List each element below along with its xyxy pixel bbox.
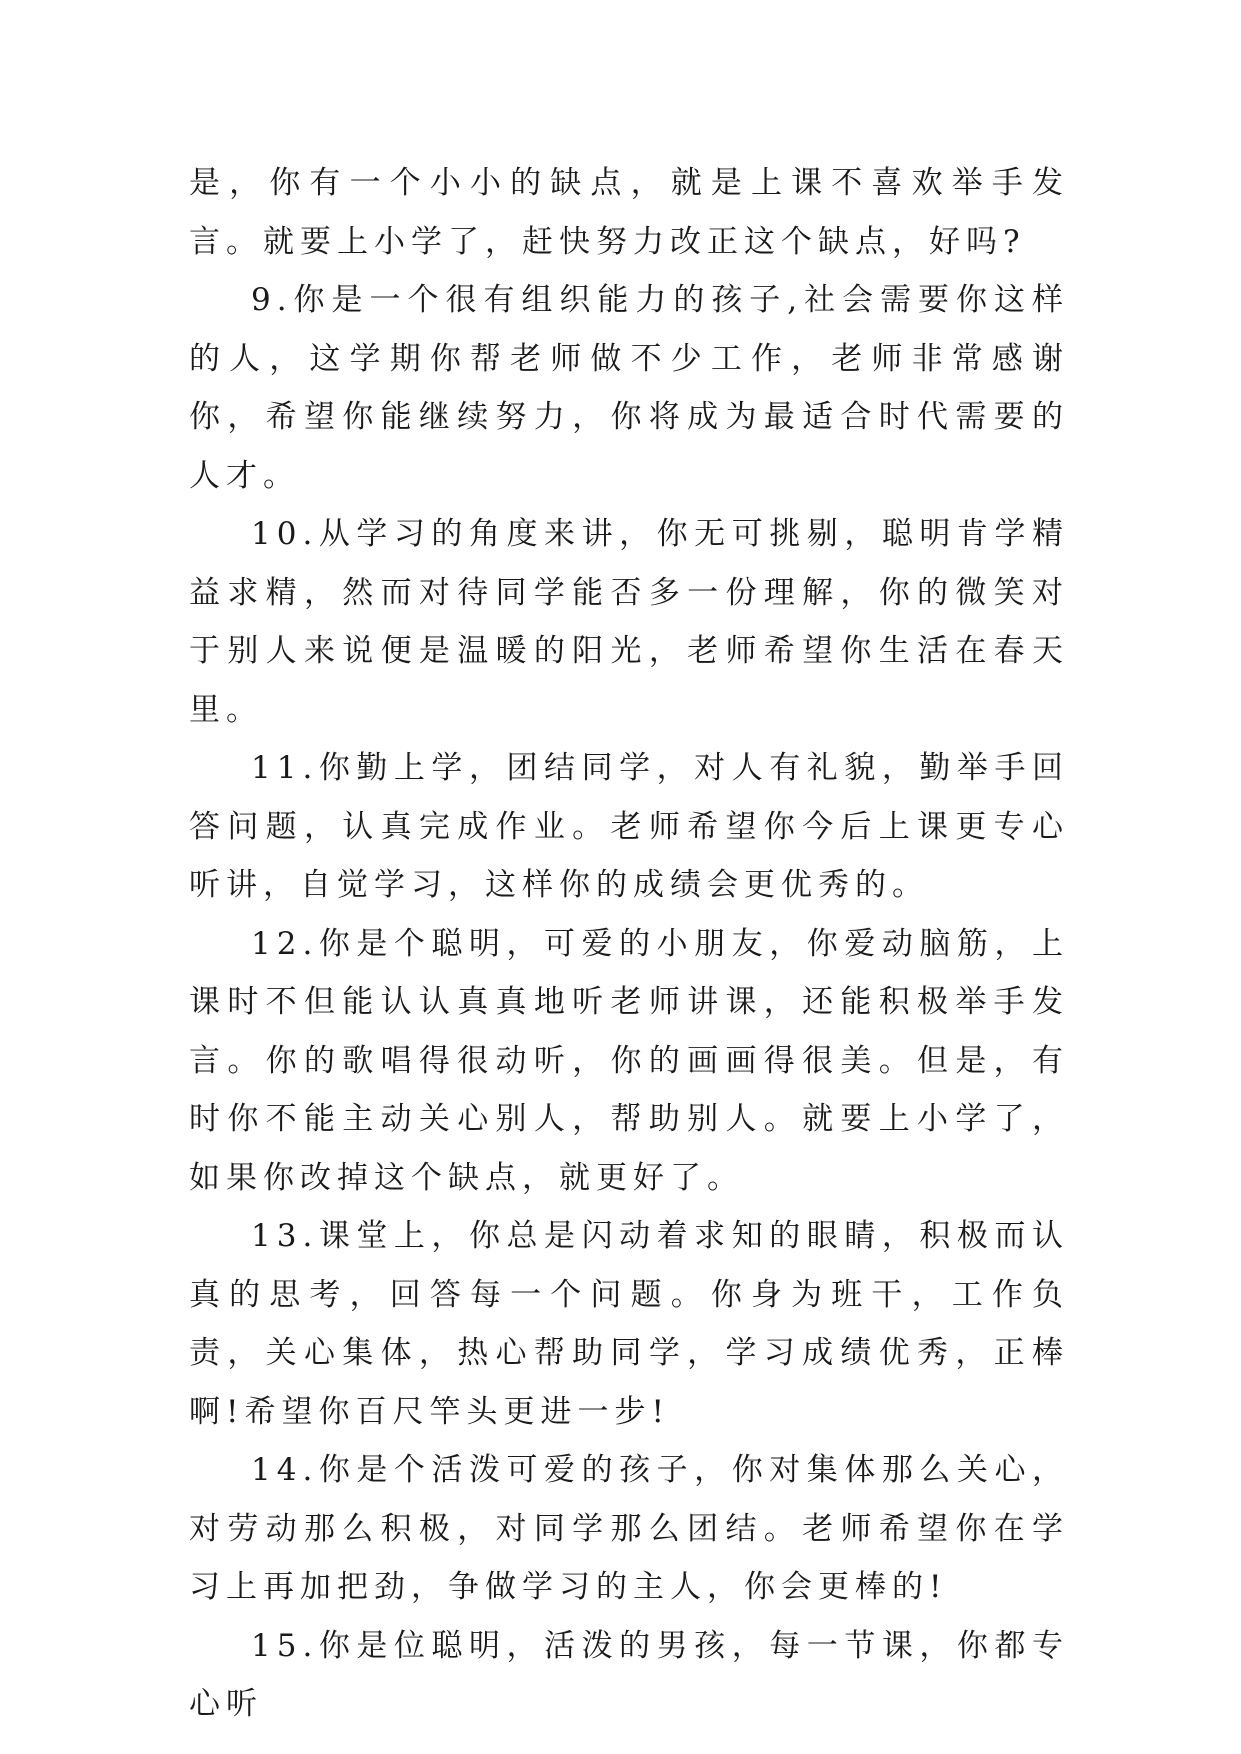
paragraph-item-15: 15.你是位聪明，活泼的男孩，每一节课，你都专心听 — [189, 1627, 1069, 1722]
paragraph-item-10: 10.从学习的角度来讲，你无可挑剔，聪明肯学精益求精，然而对待同学能否多一份理解，你的微笑对于别人来说便是温暖的阳光，老师希望你生活在春天里。 — [189, 516, 1069, 728]
paragraph-item-13: 13.课堂上，你总是闪动着求知的眼睛，积极而认真的思考，回答每一个问题。你身为班干，工作负责，关心集体，热心帮助同学，学习成绩优秀，正棒啊!希望你百尺竿头更进一步! — [189, 1218, 1069, 1430]
paragraph-item-12: 12.你是个聪明，可爱的小朋友，你爱动脑筋，上课时不但能认认真真地听老师讲课，还能积极举手发言。你的歌唱得很动听，你的画画得很美。但是，有时你不能主动关心别人，帮助别人。就要上小学了，如果你改掉这个缺点，就更好了。 — [189, 925, 1069, 1196]
paragraph-item-9: 9.你是一个很有组织能力的孩子,社会需要你这样的人，这学期你帮老师做不少工作，老师非常感谢你，希望你能继续努力，你将成为最适合时代需要的人才。 — [189, 282, 1069, 494]
paragraph-item-14: 14.你是个活泼可爱的孩子，你对集体那么关心，对劳动那么积极，对同学那么团结。老师希望你在学习上再加把劲，争做学习的主人，你会更棒的! — [189, 1452, 1069, 1605]
paragraph-continuation: 是，你有一个小小的缺点，就是上课不喜欢举手发言。就要上小学了，赶快努力改正这个缺点，好吗? — [189, 165, 1069, 260]
paragraph-item-11: 11.你勤上学，团结同学，对人有礼貌，勤举手回答问题，认真完成作业。老师希望你今后上课更专心听讲，自觉学习，这样你的成绩会更优秀的。 — [189, 750, 1069, 903]
document-body — [189, 154, 1069, 1734]
